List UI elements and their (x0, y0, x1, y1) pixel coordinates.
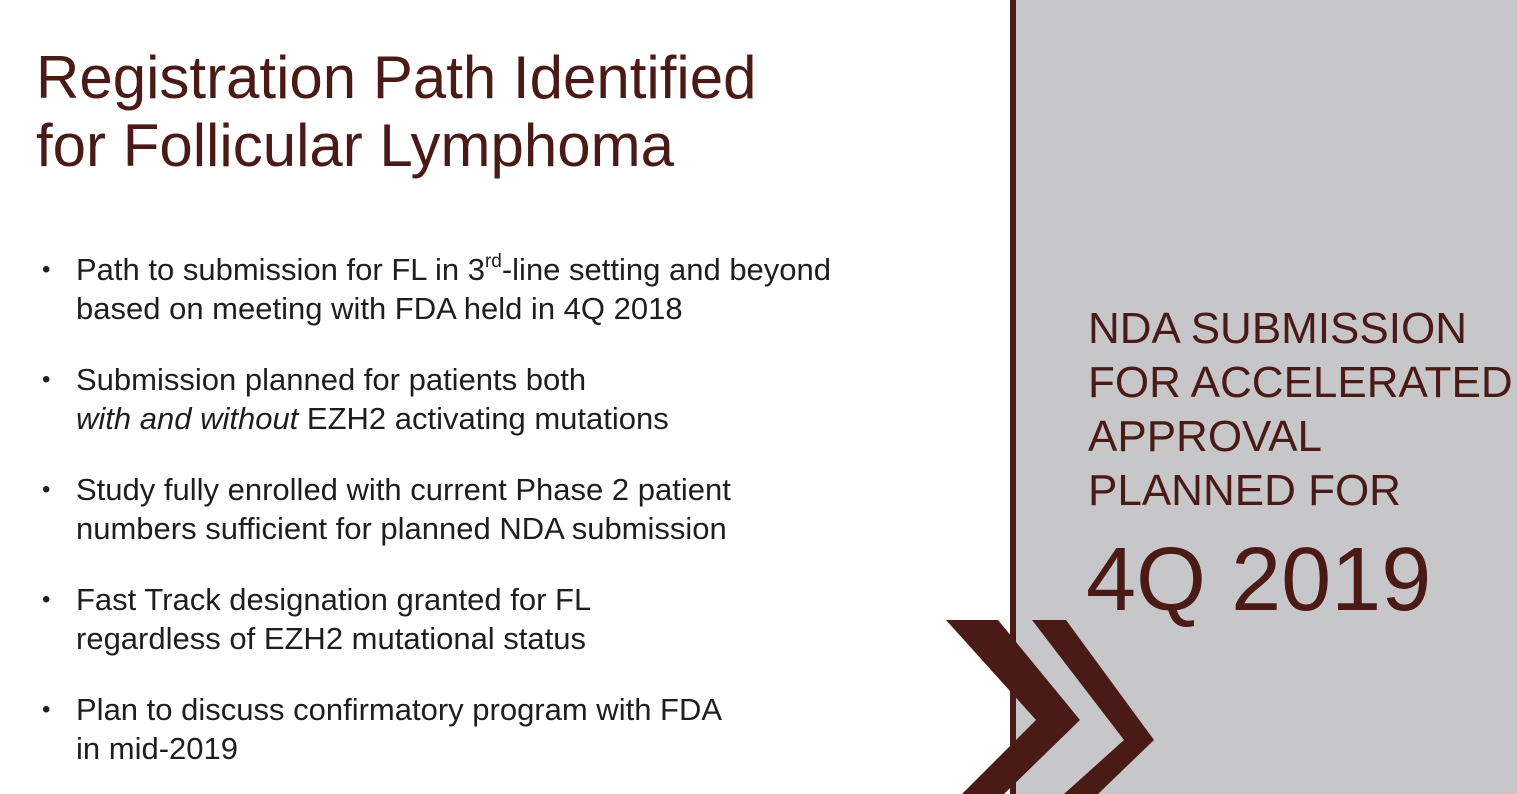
bullet-dot: • (42, 586, 51, 613)
bullet-dot: • (42, 256, 51, 283)
callout-line-4: PLANNED FOR (1088, 466, 1401, 515)
bullet-dot: • (42, 366, 51, 393)
bullet-line (76, 399, 980, 438)
bullet-item (40, 580, 980, 658)
emphasis-text: with and without (76, 401, 299, 436)
bullet-line: Fast Track designation granted for FL (76, 582, 592, 617)
bullet-item (40, 360, 980, 438)
bullet-dot: • (42, 476, 51, 503)
callout-line-1: NDA SUBMISSION (1088, 304, 1467, 353)
callout-line-2: FOR ACCELERATED (1088, 358, 1513, 407)
bullet-item (40, 690, 980, 768)
bullet-line: based on meeting with FDA held in 4Q 2018 (76, 291, 683, 326)
title-line-1: Registration Path Identified (36, 44, 757, 111)
bullet-line (76, 250, 980, 289)
bullet-text: -line setting and beyond (501, 252, 832, 287)
callout-text (1088, 302, 1513, 518)
bullet-line: Submission planned for patients both (76, 362, 587, 397)
slide-title (36, 44, 976, 180)
bullet-line: in mid-2019 (76, 731, 238, 766)
bullet-line: regardless of EZH2 mutational status (76, 621, 587, 656)
bullet-list (40, 250, 980, 794)
bullet-dot: • (42, 696, 51, 723)
bullet-text: Path to submission for FL in 3 (76, 252, 485, 287)
bullet-line: Plan to discuss confirmatory program with FDA (76, 692, 723, 727)
title-line-2: for Follicular Lymphoma (36, 112, 674, 179)
ordinal-superscript: rd (484, 250, 502, 272)
callout-line-3: APPROVAL (1088, 412, 1322, 461)
bullet-text: EZH2 activating mutations (298, 401, 669, 436)
bullet-item (40, 470, 980, 548)
double-chevron-right-icon (940, 620, 1170, 794)
bullet-line: Study fully enrolled with current Phase 2 patient (76, 472, 731, 507)
bullet-item (40, 250, 980, 328)
callout-date: 4Q 2019 (1086, 530, 1432, 630)
bullet-line: numbers sufficient for planned NDA submission (76, 511, 727, 546)
